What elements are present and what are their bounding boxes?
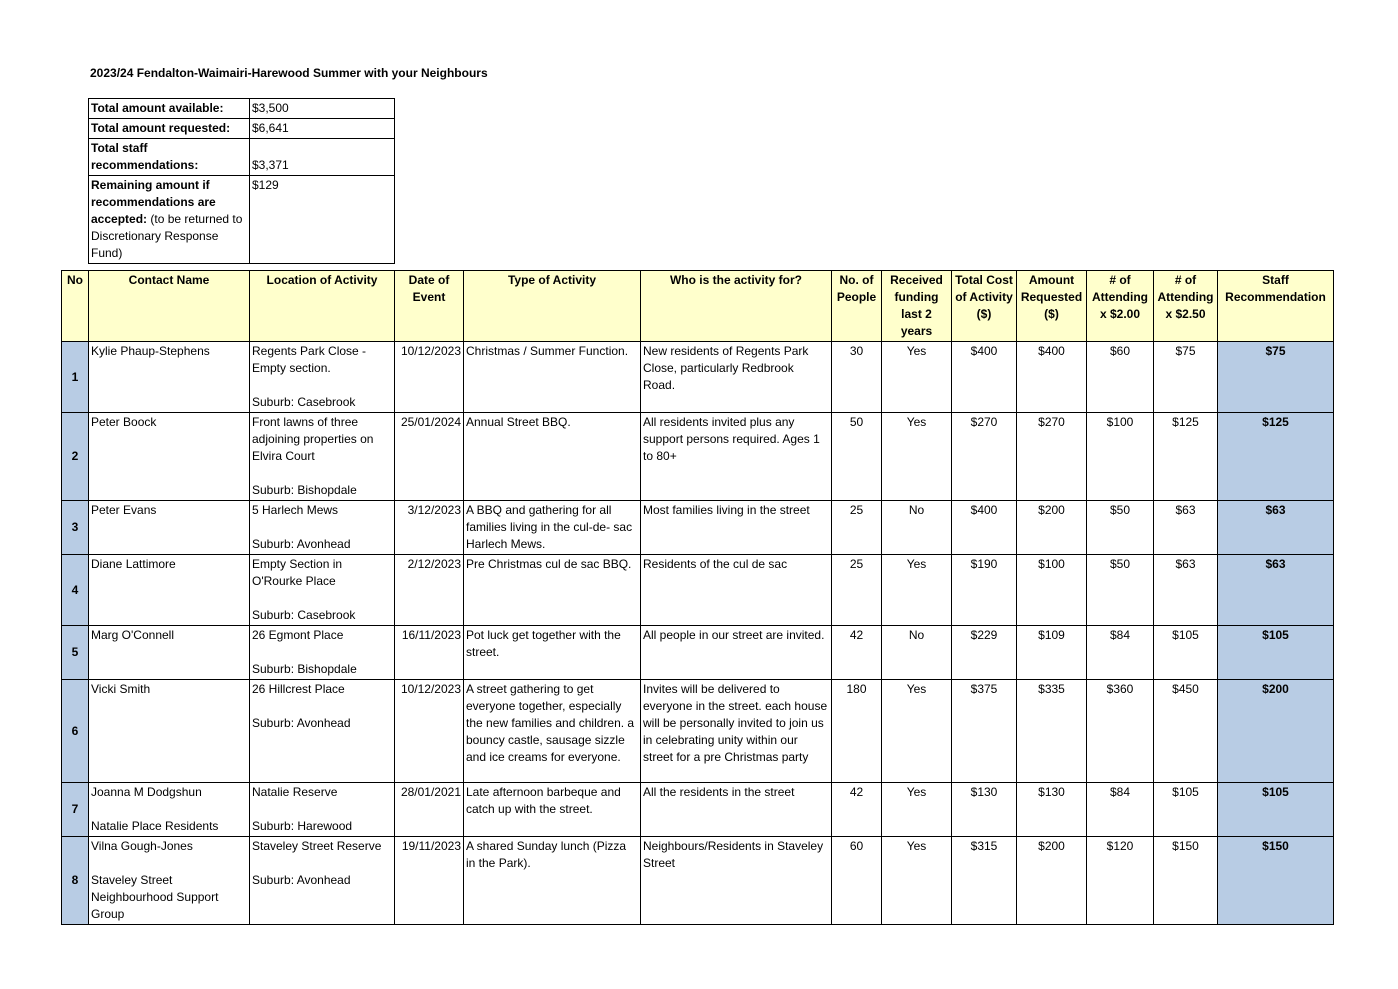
row-total: $270: [952, 413, 1017, 501]
row-total: $130: [952, 783, 1017, 837]
table-row: [62, 413, 1334, 501]
row-att250: $150: [1154, 837, 1218, 925]
row-amount: $109: [1017, 626, 1087, 680]
remaining-value: $129: [250, 176, 395, 264]
row-contact: Peter Boock: [89, 413, 250, 501]
table-row: [62, 626, 1334, 680]
row-amount: $130: [1017, 783, 1087, 837]
row-date: 19/11/2023: [395, 837, 464, 925]
row-total: $315: [952, 837, 1017, 925]
header-received: Received funding last 2 years: [882, 271, 952, 342]
row-contact: Peter Evans: [89, 501, 250, 555]
row-att250: $63: [1154, 501, 1218, 555]
row-total: $400: [952, 342, 1017, 413]
row-att200: $84: [1087, 626, 1154, 680]
row-amount: $200: [1017, 837, 1087, 925]
row-contact: Kylie Phaup-Stephens: [89, 342, 250, 413]
remaining-label-cell: [89, 176, 250, 264]
row-att250: $105: [1154, 626, 1218, 680]
summary-row-available: [89, 99, 395, 119]
row-type: Christmas / Summer Function.: [464, 342, 641, 413]
table-row: [62, 555, 1334, 626]
row-type: Pot luck get together with the street.: [464, 626, 641, 680]
row-people: 42: [832, 783, 882, 837]
row-recommendation: $200: [1218, 680, 1334, 783]
row-received: Yes: [882, 342, 952, 413]
row-att200: $50: [1087, 501, 1154, 555]
row-people: 60: [832, 837, 882, 925]
row-no: 8: [62, 837, 89, 925]
row-att250: $450: [1154, 680, 1218, 783]
row-att250: $125: [1154, 413, 1218, 501]
requested-label: Total amount requested:: [89, 119, 250, 139]
header-date: Date of Event: [395, 271, 464, 342]
row-att200: $84: [1087, 783, 1154, 837]
table-row: [62, 783, 1334, 837]
header-rec: Staff Recommendation: [1218, 271, 1334, 342]
row-who: Most families living in the street: [641, 501, 832, 555]
header-type: Type of Activity: [464, 271, 641, 342]
row-att200: $360: [1087, 680, 1154, 783]
row-no: 1: [62, 342, 89, 413]
row-received: Yes: [882, 783, 952, 837]
row-received: No: [882, 501, 952, 555]
row-att200: $50: [1087, 555, 1154, 626]
table-row: [62, 837, 1334, 925]
row-date: 25/01/2024: [395, 413, 464, 501]
row-att200: $120: [1087, 837, 1154, 925]
row-total: $375: [952, 680, 1017, 783]
row-recommendation: $105: [1218, 783, 1334, 837]
requested-value: $6,641: [250, 119, 395, 139]
row-people: 50: [832, 413, 882, 501]
row-amount: $335: [1017, 680, 1087, 783]
row-no: 3: [62, 501, 89, 555]
row-location: 5 Harlech Mews Suburb: Avonhead: [250, 501, 395, 555]
row-contact: Diane Lattimore: [89, 555, 250, 626]
row-recommendation: $125: [1218, 413, 1334, 501]
header-people: No. of People: [832, 271, 882, 342]
row-total: $190: [952, 555, 1017, 626]
staff-value: $3,371: [250, 139, 395, 176]
row-att250: $105: [1154, 783, 1218, 837]
row-location: Natalie Reserve Suburb: Harewood: [250, 783, 395, 837]
row-date: 3/12/2023: [395, 501, 464, 555]
header-location: Location of Activity: [250, 271, 395, 342]
row-people: 30: [832, 342, 882, 413]
row-type: Annual Street BBQ.: [464, 413, 641, 501]
row-type: A BBQ and gathering for all families living in the cul-de- sac Harlech Mews.: [464, 501, 641, 555]
row-date: 28/01/2021: [395, 783, 464, 837]
row-location: Staveley Street Reserve Suburb: Avonhead: [250, 837, 395, 925]
row-no: 6: [62, 680, 89, 783]
document-title: 2023/24 Fendalton-Waimairi-Harewood Summer with your Neighbours: [90, 66, 488, 80]
row-received: No: [882, 626, 952, 680]
row-no: 2: [62, 413, 89, 501]
row-location: 26 Egmont Place Suburb: Bishopdale: [250, 626, 395, 680]
row-who: Invites will be delivered to everyone in the street. each house will be personally invited to join us in celebrating unity within our street for a pre Christmas party: [641, 680, 832, 783]
row-date: 10/12/2023: [395, 342, 464, 413]
row-people: 25: [832, 555, 882, 626]
row-total: $229: [952, 626, 1017, 680]
row-total: $400: [952, 501, 1017, 555]
row-date: 16/11/2023: [395, 626, 464, 680]
row-att200: $100: [1087, 413, 1154, 501]
table-row: [62, 501, 1334, 555]
row-location: Regents Park Close - Empty section. Suburb: Casebrook: [250, 342, 395, 413]
row-who: Neighbours/Residents in Staveley Street: [641, 837, 832, 925]
row-received: Yes: [882, 413, 952, 501]
row-who: All residents invited plus any support persons required. Ages 1 to 80+: [641, 413, 832, 501]
row-contact: Joanna M Dodgshun Natalie Place Residents: [89, 783, 250, 837]
row-recommendation: $63: [1218, 555, 1334, 626]
header-who: Who is the activity for?: [641, 271, 832, 342]
row-recommendation: $63: [1218, 501, 1334, 555]
table-row: [62, 680, 1334, 783]
row-amount: $100: [1017, 555, 1087, 626]
staff-label: Total staff recommendations:: [89, 139, 250, 176]
row-recommendation: $150: [1218, 837, 1334, 925]
row-amount: $270: [1017, 413, 1087, 501]
row-date: 10/12/2023: [395, 680, 464, 783]
row-amount: $200: [1017, 501, 1087, 555]
header-total: Total Cost of Activity ($): [952, 271, 1017, 342]
summary-table: [88, 98, 395, 264]
row-type: A shared Sunday lunch (Pizza in the Park).: [464, 837, 641, 925]
row-received: Yes: [882, 837, 952, 925]
row-contact: Vilna Gough-Jones Staveley Street Neighbourhood Support Group: [89, 837, 250, 925]
row-contact: Vicki Smith: [89, 680, 250, 783]
row-type: Pre Christmas cul de sac BBQ.: [464, 555, 641, 626]
available-value: $3,500: [250, 99, 395, 119]
row-contact: Marg O'Connell: [89, 626, 250, 680]
row-att250: $63: [1154, 555, 1218, 626]
header-att250: # of Attending x $2.50: [1154, 271, 1218, 342]
row-people: 42: [832, 626, 882, 680]
summary-row-staff: [89, 139, 395, 176]
row-att200: $60: [1087, 342, 1154, 413]
row-location: Empty Section in O'Rourke Place Suburb: Casebrook: [250, 555, 395, 626]
row-type: Late afternoon barbeque and catch up with the street.: [464, 783, 641, 837]
row-who: Residents of the cul de sac: [641, 555, 832, 626]
applications-table: [61, 270, 1334, 925]
row-no: 4: [62, 555, 89, 626]
header-amount: Amount Requested ($): [1017, 271, 1087, 342]
row-who: New residents of Regents Park Close, particularly Redbrook Road.: [641, 342, 832, 413]
available-label: Total amount available:: [89, 99, 250, 119]
row-recommendation: $75: [1218, 342, 1334, 413]
header-row: [62, 271, 1334, 342]
row-recommendation: $105: [1218, 626, 1334, 680]
row-att250: $75: [1154, 342, 1218, 413]
row-no: 7: [62, 783, 89, 837]
row-no: 5: [62, 626, 89, 680]
row-people: 25: [832, 501, 882, 555]
summary-row-remaining: [89, 176, 395, 264]
table-row: [62, 342, 1334, 413]
remaining-note: (to be returned to Discretionary Response Fund): [91, 212, 243, 260]
row-type: A street gathering to get everyone together, especially the new families and children. a bouncy castle, sausage sizzle and ice creams for everyone.: [464, 680, 641, 783]
row-who: All the residents in the street: [641, 783, 832, 837]
row-who: All people in our street are invited.: [641, 626, 832, 680]
header-att200: # of Attending x $2.00: [1087, 271, 1154, 342]
row-people: 180: [832, 680, 882, 783]
summary-row-requested: [89, 119, 395, 139]
row-received: Yes: [882, 680, 952, 783]
header-no: No: [62, 271, 89, 342]
row-location: 26 Hillcrest Place Suburb: Avonhead: [250, 680, 395, 783]
row-date: 2/12/2023: [395, 555, 464, 626]
header-contact: Contact Name: [89, 271, 250, 342]
row-amount: $400: [1017, 342, 1087, 413]
row-location: Front lawns of three adjoining properties on Elvira Court Suburb: Bishopdale: [250, 413, 395, 501]
row-received: Yes: [882, 555, 952, 626]
remaining-label: Remaining amount if recommendations are accepted:: [91, 178, 216, 226]
